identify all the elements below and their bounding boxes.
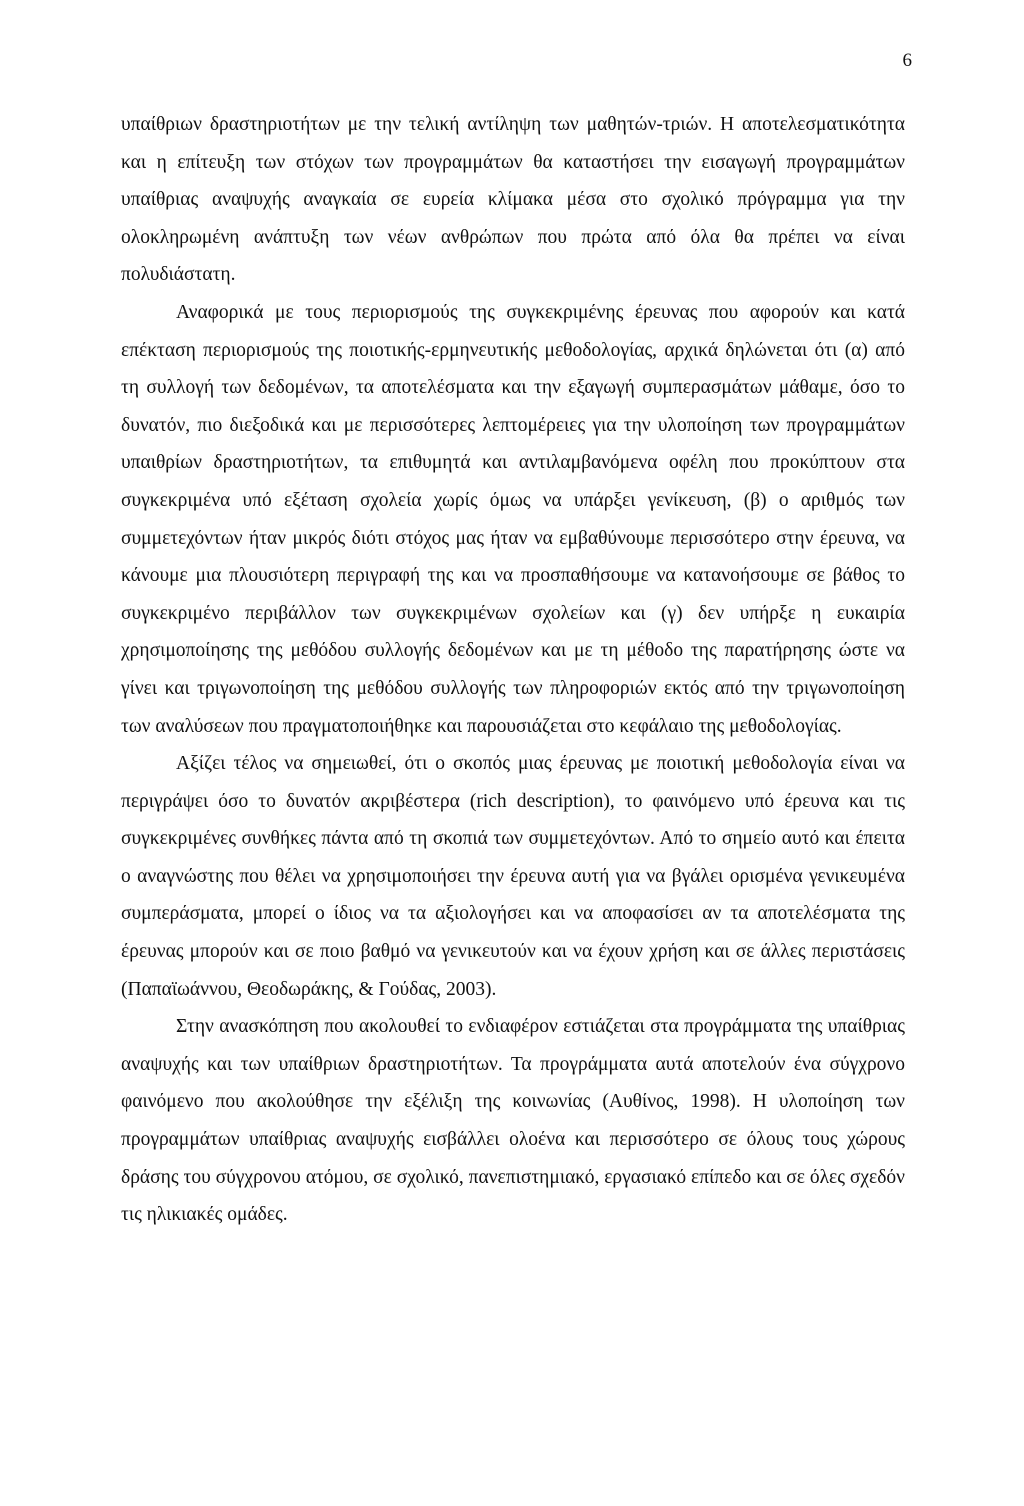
paragraph-generalization: Αξίζει τέλος να σημειωθεί, ότι ο σκοπός μιας έρευνας με ποιοτική μεθοδολογία είναι να περιγράψει όσο το δυνατόν ακριβέστερα (rich description), το φαινόμενο υπό έρευνα και τις συγκεκριμένες συνθήκες πάντα από τη σκοπιά των συμμετεχόντων. Από το σημείο αυτό και έπειτα ο αναγνώστης που θέλει να χρησιμοποιήσει την έρευνα αυτή για να βγάλει ορισμένα γενικευμένα συμπεράσματα, μπορεί ο ίδιος να τα αξιολογήσει και να αποφασίσει αν τα αποτελέσματα της έρευνας μπορούν και σε ποιο βαθμό να γενικευτούν και να έχουν χρήση και σε άλλες περιστάσεις (Παπαϊωάννου, Θεοδωράκης, & Γούδας, 2003).: [121, 753, 905, 1000]
paragraph-continuation: υπαίθριων δραστηριοτήτων με την τελική αντίληψη των μαθητών-τριών. Η αποτελεσματικότητα και η επίτευξη των στόχων των προγραμμάτων θα καταστήσει την εισαγωγή προγραμμάτων υπαίθριας αναψυχής αναγκαία σε ευρεία κλίμακα μέσα στο σχολικό πρόγραμμα για την ολοκληρωμένη ανάπτυξη των νέων ανθρώπων που πρώτα από όλα θα πρέπει να είναι πολυδιάστατη.: [121, 114, 905, 286]
paragraph-review-intro: Στην ανασκόπηση που ακολουθεί το ενδιαφέρον εστιάζεται στα προγράμματα της υπαίθριας αναψυχής και των υπαίθριων δραστηριοτήτων. Τα προγράμματα αυτά αποτελούν ένα σύγχρονο φαινόμενο που ακολούθησε την εξέλιξη της κοινωνίας (Αυθίνος, 1998). Η υλοποίηση των προγραμμάτων υπαίθριας αναψυχής εισβάλλει ολοένα και περισσότερο σε όλους τους χώρους δράσης του σύγχρονου ατόμου, σε σχολικό, πανεπιστημιακό, εργασιακό επίπεδο και σε όλες σχεδόν τις ηλικιακές ομάδες.: [121, 1016, 905, 1226]
page-number: 6: [902, 50, 912, 71]
document-body: [121, 106, 905, 1234]
paragraph-limitations: Αναφορικά με τους περιορισμούς της συγκεκριμένης έρευνας που αφορούν και κατά επέκταση περιορισμούς της ποιοτικής-ερμηνευτικής μεθοδολογίας, αρχικά δηλώνεται ότι (α) από τη συλλογή των δεδομένων, τα αποτελέσματα και την εξαγωγή συμπερασμάτων μάθαμε, όσο το δυνατόν, πιο διεξοδικά και με περισσότερες λεπτομέρειες για την υλοποίηση των προγραμμάτων υπαιθρίων δραστηριοτήτων, τα επιθυμητά και αντιλαμβανόμενα οφέλη που προκύπτουν στα συγκεκριμένα υπό εξέταση σχολεία χωρίς όμως να υπάρξει γενίκευση, (β) ο αριθμός των συμμετεχόντων ήταν μικρός διότι στόχος μας ήταν να εμβαθύνουμε περισσότερο στην έρευνα, να κάνουμε μια πλουσιότερη περιγραφή της και να προσπαθήσουμε να κατανοήσουμε σε βάθος το συγκεκριμένο περιβάλλον των συγκεκριμένων σχολείων και (γ) δεν υπήρξε η ευκαιρία χρησιμοποίησης της μεθόδου συλλογής δεδομένων και με τη μέθοδο της παρατήρησης ώστε να γίνει και τριγωνοποίηση της μεθόδου συλλογής των πληροφοριών εκτός από την τριγωνοποίηση των αναλύσεων που πραγματοποιήθηκε και παρουσιάζεται στο κεφάλαιο της μεθοδολογίας.: [121, 301, 905, 737]
